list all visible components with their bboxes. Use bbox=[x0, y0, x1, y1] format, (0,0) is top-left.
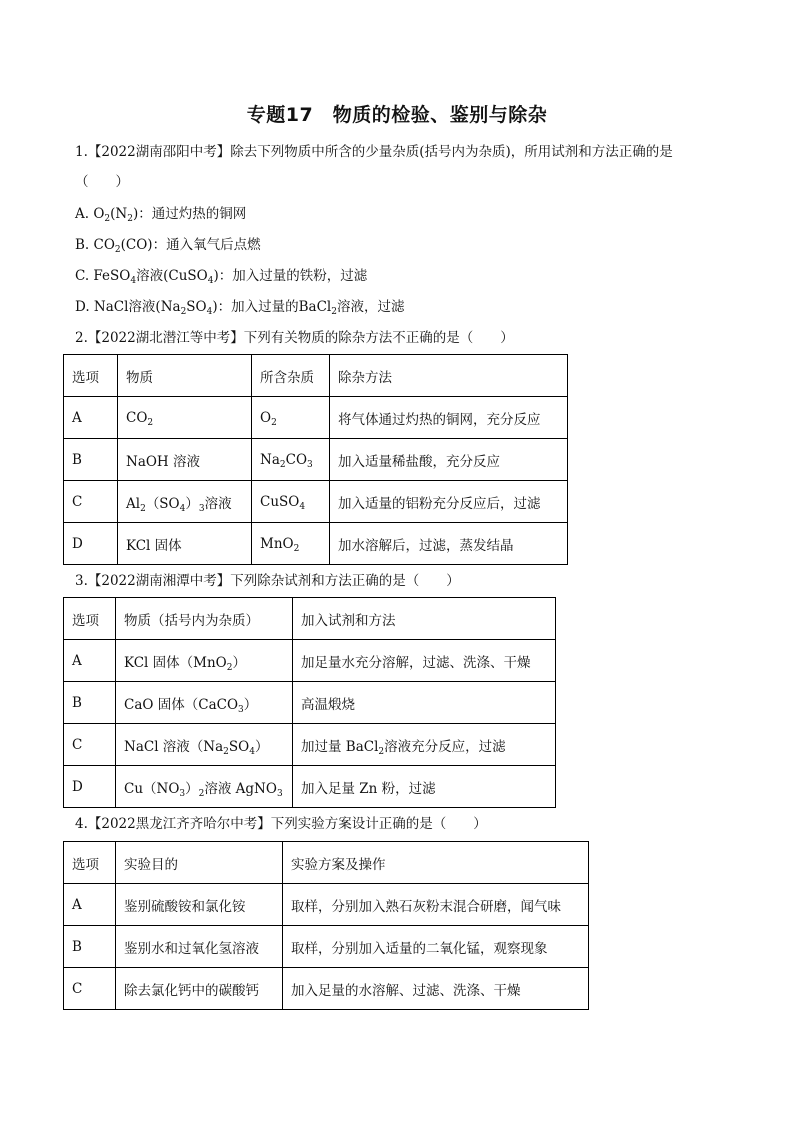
header-cell: 实验目的 bbox=[116, 842, 283, 884]
impurity-cell: $Na_2CO_3$ bbox=[252, 439, 330, 481]
table-row bbox=[64, 397, 568, 439]
impurity-cell: MnO$_2$ bbox=[252, 523, 330, 565]
option-cell: B bbox=[64, 682, 116, 724]
method-cell: 加入适量的铝粉充分反应后，过滤 bbox=[330, 481, 568, 523]
option-cell: C bbox=[64, 968, 116, 1010]
table-row bbox=[64, 523, 568, 565]
table-row bbox=[64, 926, 589, 968]
table-row bbox=[64, 884, 589, 926]
option-cell: D bbox=[64, 523, 118, 565]
method-cell: 加水溶解后，过滤，蒸发结晶 bbox=[330, 523, 568, 565]
method-cell: 加入适量稀盐酸，充分反应 bbox=[330, 439, 568, 481]
q1-stem: 1.【2022湖南邵阳中考】除去下列物质中所含的少量杂质(括号内为杂质)，所用试剂和方法正确的是 bbox=[75, 144, 673, 160]
table-row bbox=[64, 682, 556, 724]
impurity-cell: $O_2$ bbox=[252, 397, 330, 439]
substance-cell: NaCl 溶液$(Na_2SO_4)$ bbox=[116, 724, 293, 766]
page-title: 专题17 物质的检验、鉴别与除杂 bbox=[246, 104, 548, 126]
q1-answer-blank: （ ） bbox=[75, 174, 129, 190]
goal-cell: 鉴别水和过氧化氢溶液 bbox=[116, 926, 283, 968]
option-cell: A bbox=[64, 640, 116, 682]
option-cell: C bbox=[64, 481, 118, 523]
q1-option-d: D. NaCl溶液$(Na_2SO_4)$：加入过量的BaCl$_2$溶液，过滤 bbox=[75, 299, 405, 317]
substance-cell: $Cu(NO_3)_2$溶液 AgNO$_3$ bbox=[116, 766, 293, 808]
q4-stem: 4.【2022黑龙江齐齐哈尔中考】下列实验方案设计正确的是（ ） bbox=[75, 816, 487, 832]
option-cell: B bbox=[64, 926, 116, 968]
option-cell: A bbox=[64, 884, 116, 926]
method-cell: 将气体通过灼热的铜网，充分反应 bbox=[330, 397, 568, 439]
q1-option-a: A. $O_2(N_2)$：通过灼热的铜网 bbox=[75, 206, 247, 224]
option-cell: B bbox=[64, 439, 118, 481]
method-cell: 加入足量 Zn 粉，过滤 bbox=[293, 766, 556, 808]
q3-stem: 3.【2022湖南湘潭中考】下列除杂试剂和方法正确的是（ ） bbox=[75, 573, 460, 589]
q2-stem: 2.【2022湖北潜江等中考】下列有关物质的除杂方法不正确的是（ ） bbox=[75, 330, 514, 346]
header-cell: 物质（括号内为杂质） bbox=[116, 598, 293, 640]
header-cell: 所含杂质 bbox=[252, 355, 330, 397]
table-header-row bbox=[64, 598, 556, 640]
goal-cell: 除去氯化钙中的碳酸钙 bbox=[116, 968, 283, 1010]
q4-table bbox=[63, 841, 589, 1010]
q1-option-c: C. FeSO$_4$溶液(CuSO$_4$)：加入过量的铁粉，过滤 bbox=[75, 268, 368, 286]
q2-table bbox=[63, 354, 568, 565]
method-cell: 加过量 BaCl$_2$溶液充分反应，过滤 bbox=[293, 724, 556, 766]
option-cell: C bbox=[64, 724, 116, 766]
goal-cell: 鉴别硫酸铵和氯化铵 bbox=[116, 884, 283, 926]
header-cell: 选项 bbox=[64, 598, 116, 640]
option-cell: D bbox=[64, 766, 116, 808]
table-row bbox=[64, 968, 589, 1010]
substance-cell: $CO_2$ bbox=[118, 397, 252, 439]
method-cell: 加足量水充分溶解，过滤、洗涤、干燥 bbox=[293, 640, 556, 682]
table-header-row bbox=[64, 355, 568, 397]
plan-cell: 取样，分别加入熟石灰粉末混合研磨，闻气味 bbox=[283, 884, 589, 926]
substance-cell: CaO 固体（CaCO$_3$） bbox=[116, 682, 293, 724]
table-header-row bbox=[64, 842, 589, 884]
option-cell: A bbox=[64, 397, 118, 439]
table-row bbox=[64, 766, 556, 808]
header-cell: 除杂方法 bbox=[330, 355, 568, 397]
q1-option-b: B. $CO_2(CO)$：通入氧气后点燃 bbox=[75, 237, 261, 255]
table-row bbox=[64, 481, 568, 523]
header-cell: 选项 bbox=[64, 842, 116, 884]
plan-cell: 取样，分别加入适量的二氧化锰，观察现象 bbox=[283, 926, 589, 968]
substance-cell: $Al_2(SO_4)_3$溶液 bbox=[118, 481, 252, 523]
method-cell: 高温煅烧 bbox=[293, 682, 556, 724]
substance-cell: KCl 固体 bbox=[118, 523, 252, 565]
table-row bbox=[64, 439, 568, 481]
q3-table bbox=[63, 597, 556, 808]
header-cell: 物质 bbox=[118, 355, 252, 397]
substance-cell: KCl 固体（MnO$_2$） bbox=[116, 640, 293, 682]
substance-cell: NaOH 溶液 bbox=[118, 439, 252, 481]
header-cell: 选项 bbox=[64, 355, 118, 397]
plan-cell: 加入足量的水溶解、过滤、洗涤、干燥 bbox=[283, 968, 589, 1010]
header-cell: 加入试剂和方法 bbox=[293, 598, 556, 640]
table-row bbox=[64, 640, 556, 682]
impurity-cell: CuSO$_4$ bbox=[252, 481, 330, 523]
header-cell: 实验方案及操作 bbox=[283, 842, 589, 884]
table-row bbox=[64, 724, 556, 766]
